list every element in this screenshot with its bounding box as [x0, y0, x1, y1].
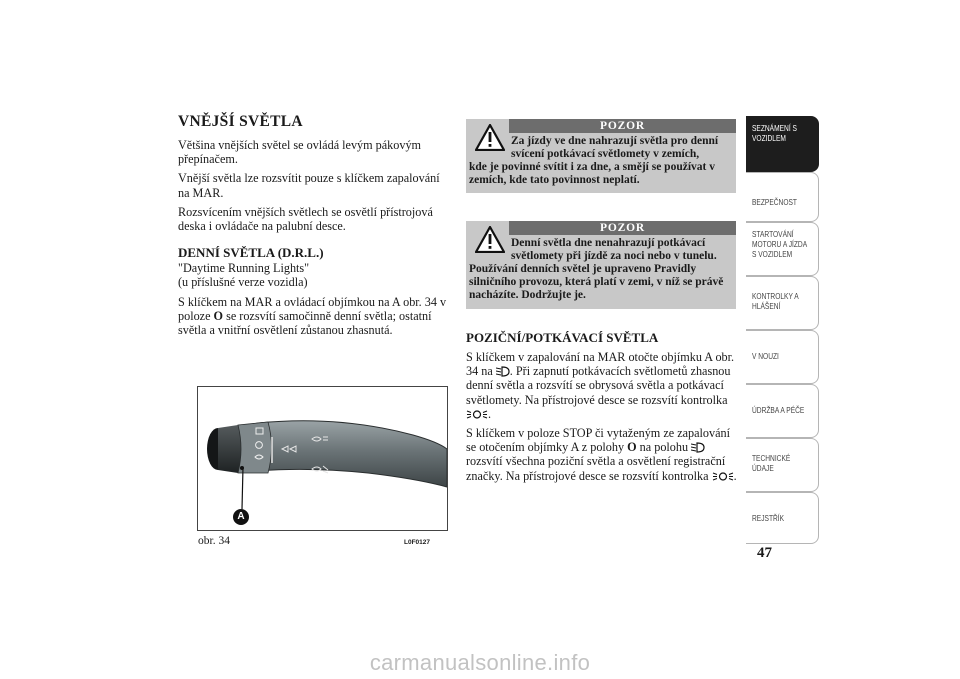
paragraph: S klíčkem v poloze STOP či vytaženým ze zapalování se otočením objímky A z polohy O na polohu rozsvítí všechna poziční světla a osvětlení registrační značky. Na přístrojové desce se rozsvítí kontrolka .: [466, 426, 737, 483]
warning-text: Denní světla dne nenahrazují potkávací světlomety při jízdě za noci nebo v tunelu. Používání denních světel je upraveno Pravidly silničního provozu, která platí v zemi, v níž se právě nacházíte. Dodržujte je.: [469, 237, 724, 301]
paragraph: S klíčkem v zapalování na MAR otočte objímku A obr. 34 na . Při zapnutí potkávacích světlometů zhasnou denní světla a rozsvítí se obrysová světla a potkávací světlomety. Na přístrojové desce se rozsvítí kontrolka .: [466, 350, 735, 421]
section-heading-position-lights: POZIČNÍ/POTKÁVACÍ SVĚTLA: [466, 330, 659, 345]
paragraph: Rozsvícením vnějších světlech se osvětlí přístrojová deska i ovládače na palubní desce.: [178, 204, 433, 234]
right-column-text: [466, 350, 738, 483]
watermark: carmanualsonline.info: [369, 650, 591, 675]
light-stalk-illustration: [198, 387, 447, 530]
tab-startovani-motoru[interactable]: STARTOVÁNÍ MOTORU A JÍZDA S VOZIDLEM: [746, 222, 819, 276]
callout-a: A: [233, 509, 249, 525]
paragraph-drl: S klíčkem na MAR a ovládací objímkou na A obr. 34 v poloze O se rozsvítí samočinně denní světla; ostatní světla a vnitřní osvětlení zůstanou zhasnutá.: [178, 294, 447, 338]
paragraph: Většina vnějších světel se ovládá levým pákovým přepínačem.: [178, 138, 422, 167]
warning-title: POZOR: [509, 221, 736, 235]
left-column-text: [178, 138, 453, 337]
drl-version-note: (u příslušné verze vozidla): [178, 275, 308, 290]
low-beam-icon: [691, 442, 705, 453]
tab-seznameni-s-vozidlem[interactable]: SEZNÁMENÍ S VOZIDLEM: [746, 116, 819, 172]
tab-rejstrik[interactable]: REJSTŘÍK: [746, 492, 819, 544]
warning-box: [466, 221, 736, 309]
tab-udrzba-a-pece[interactable]: ÚDRŽBA A PÉČE: [746, 384, 819, 438]
low-beam-icon: [496, 366, 510, 377]
tab-kontrolky-a-hlaseni[interactable]: KONTROLKY A HLÁŠENÍ: [746, 276, 819, 330]
figure-light-switch: [197, 386, 448, 531]
figure-caption: obr. 34: [198, 535, 230, 547]
tab-v-nouzi[interactable]: V NOUZI: [746, 330, 819, 384]
figure-code: L0F0127: [404, 539, 431, 546]
tab-bezpecnost[interactable]: BEZPEČNOST: [746, 172, 819, 222]
warning-text: Za jízdy ve dne nahrazují světla pro denní svícení potkávací světlomety v zemích, kde je povinné svítit i za dne, a smějí se používat v zemích, kde tato povinnost neplatí.: [469, 135, 719, 186]
page-number: 47: [757, 545, 772, 561]
warning-title: POZOR: [509, 119, 736, 133]
drl-subtitle: "Daytime Running Lights": [178, 261, 310, 276]
section-heading-exterior-lights: VNĚJŠÍ SVĚTLA: [178, 113, 303, 130]
paragraph: Vnější světla lze rozsvítit pouze s klíčkem zapalování na MAR.: [178, 171, 440, 200]
subheading-drl: DENNÍ SVĚTLA (D.R.L.): [178, 245, 324, 261]
position-lights-icon: [466, 409, 488, 420]
tab-technicke-udaje[interactable]: TECHNICKÉ ÚDAJE: [746, 438, 819, 492]
warning-box: [466, 119, 736, 193]
position-lights-icon: [712, 471, 734, 482]
